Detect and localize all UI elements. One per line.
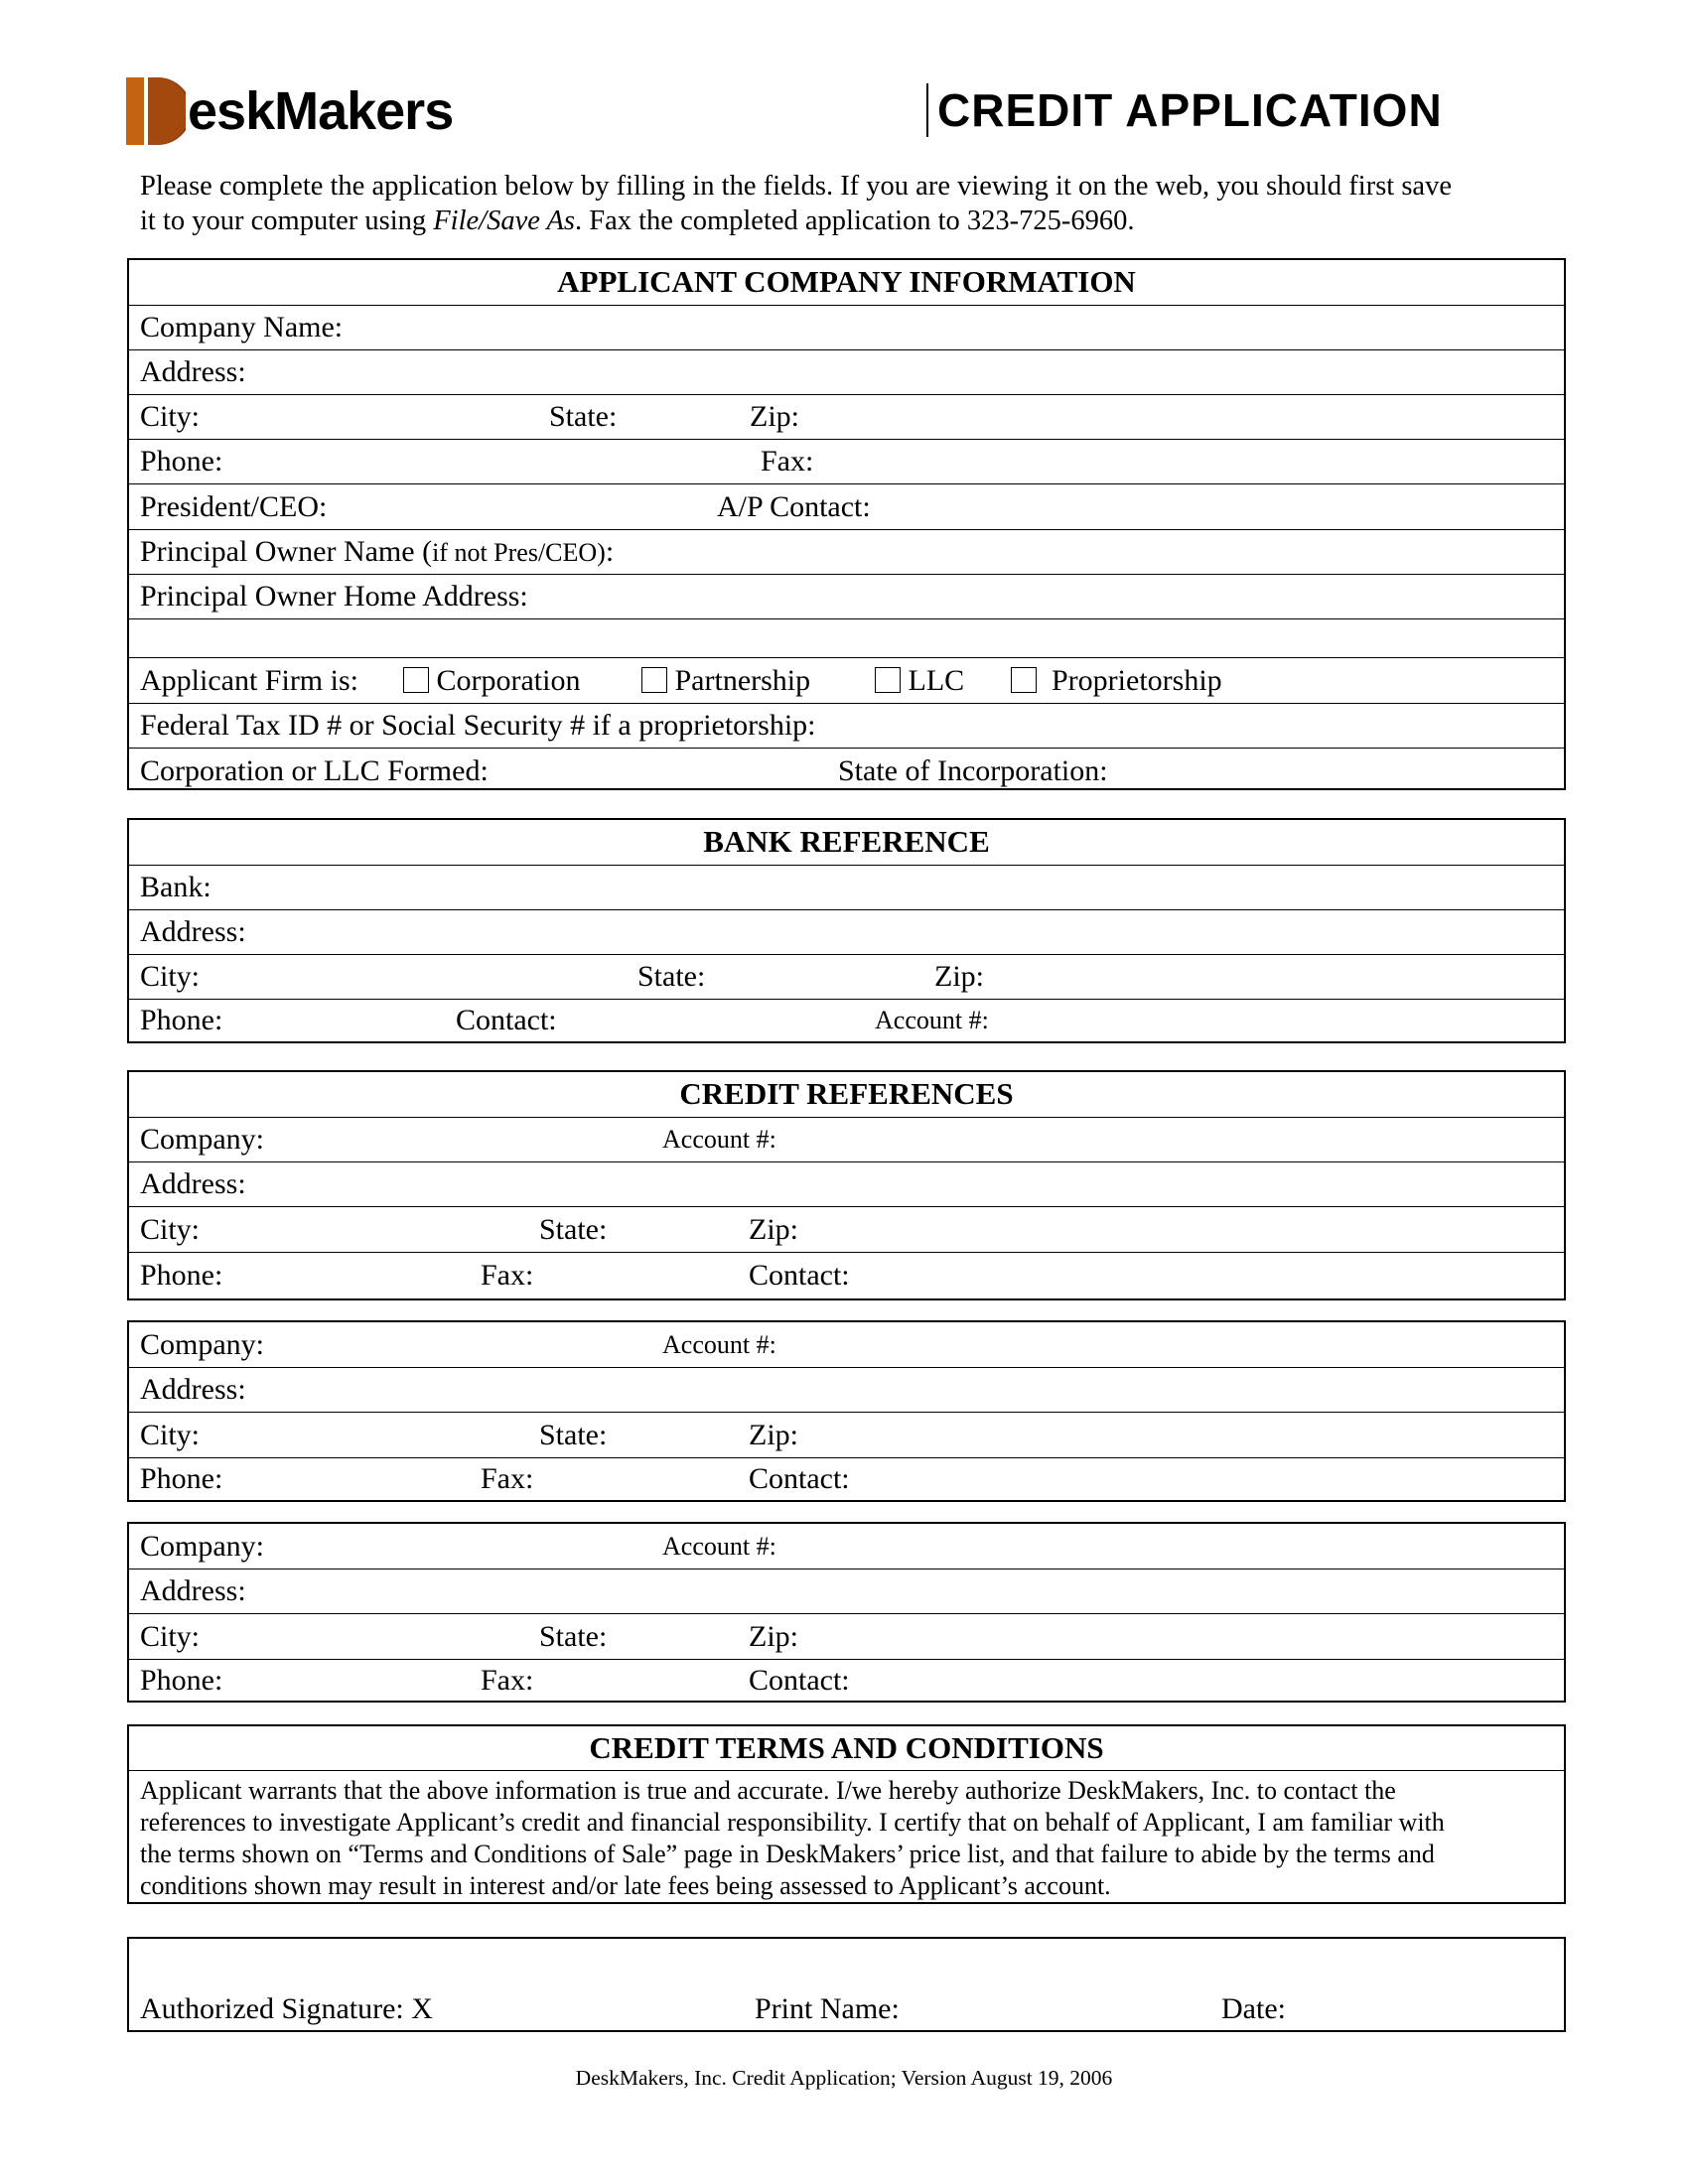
state-incorporation-label: State of Incorporation: [838, 753, 1108, 787]
logo-d-icon [126, 77, 186, 145]
llc-option[interactable] [875, 664, 964, 698]
bank-contact-label: Contact: [456, 1004, 557, 1036]
proprietorship-option[interactable] [1011, 664, 1222, 698]
footer-version: DeskMakers, Inc. Credit Application; Version August 19, 2006 [575, 2066, 1113, 2090]
credit3-state-label: State: [539, 1619, 608, 1653]
applicant-section [127, 258, 1566, 790]
authorized-signature-label: Authorized Signature: X [140, 1992, 433, 2025]
credit2-contact-label: Contact: [749, 1462, 850, 1495]
credit1-city-row[interactable] [129, 1206, 1564, 1252]
credit1-fax-label: Fax: [481, 1259, 534, 1292]
credit2-city-label: City: [140, 1418, 201, 1451]
partnership-label: Partnership [674, 663, 811, 697]
signature-section[interactable] [127, 1937, 1566, 2032]
credit3-company-row[interactable] [129, 1524, 1564, 1569]
terms-heading: CREDIT TERMS AND CONDITIONS [589, 1730, 1104, 1765]
intro-line-2 [140, 204, 1570, 238]
credit1-company-row[interactable] [129, 1117, 1564, 1161]
llc-label: LLC [908, 663, 965, 697]
intro-line-2-suffix: . Fax the completed application to 323-725-6960. [575, 205, 1135, 236]
credit1-zip-label: Zip: [749, 1212, 798, 1246]
partnership-checkbox[interactable] [641, 667, 667, 693]
company-name-row[interactable] [129, 305, 1564, 349]
credit2-fax-label: Fax: [481, 1462, 534, 1495]
bank-phone-label: Phone: [140, 1004, 223, 1036]
credit3-account-label: Account #: [662, 1531, 776, 1561]
ap-contact-label: A/P Contact: [717, 489, 871, 523]
terms-body [129, 1770, 1564, 1902]
credit3-city-label: City: [140, 1619, 201, 1653]
proprietorship-checkbox[interactable] [1011, 667, 1037, 693]
terms-line-2: references to investigate Applicant’s credit and financial responsibility. I certify that on behalf of Applicant, I am familiar with [140, 1808, 1445, 1837]
credit1-state-label: State: [539, 1212, 608, 1246]
principal-owner-row[interactable] [129, 529, 1564, 574]
bank-section [127, 818, 1566, 1043]
zip-label: Zip: [750, 400, 799, 433]
credit-reference-3 [127, 1522, 1566, 1703]
credit2-city-row[interactable] [129, 1412, 1564, 1457]
credit3-phone-label: Phone: [140, 1663, 223, 1697]
credit3-zip-label: Zip: [749, 1619, 798, 1653]
credit1-phone-row[interactable] [129, 1252, 1564, 1298]
principal-owner-label [140, 535, 614, 569]
llc-checkbox[interactable] [875, 667, 901, 693]
credit3-address-label: Address: [140, 1574, 246, 1607]
president-label: President/CEO: [140, 489, 328, 523]
tax-id-label: Federal Tax ID # or Social Security # if a proprietorship: [140, 709, 816, 742]
bank-address-label: Address: [140, 915, 246, 948]
credit2-company-label: Company: [140, 1327, 264, 1361]
proprietorship-label: Proprietorship [1052, 663, 1222, 697]
credit1-address-label: Address: [140, 1167, 246, 1200]
bank-zip-label: Zip: [934, 960, 984, 993]
formed-label: Corporation or LLC Formed: [140, 753, 489, 787]
president-row[interactable] [129, 483, 1564, 529]
bank-row[interactable] [129, 865, 1564, 909]
intro-text [140, 169, 1570, 238]
bank-label: Bank: [140, 871, 211, 903]
principal-owner-colon: : [605, 535, 615, 568]
bank-phone-row[interactable] [129, 999, 1564, 1041]
credit2-company-row[interactable] [129, 1322, 1564, 1367]
terms-section [127, 1724, 1566, 1904]
credit2-zip-label: Zip: [749, 1418, 798, 1451]
intro-line-1: Please complete the application below by filling in the fields. If you are viewing it on the web, you should first save [140, 171, 1452, 202]
credit-reference-1 [127, 1070, 1566, 1300]
firm-type-row [129, 657, 1564, 703]
state-label: State: [549, 400, 618, 433]
credit2-address-label: Address: [140, 1373, 246, 1406]
credit3-address-row[interactable] [129, 1569, 1564, 1613]
date-label: Date: [1221, 1992, 1286, 2025]
credit3-city-row[interactable] [129, 1613, 1564, 1659]
bank-state-label: State: [637, 960, 706, 993]
credit1-account-label: Account #: [662, 1125, 776, 1154]
terms-line-3: the terms shown on “Terms and Conditions of Sale” page in DeskMakers’ price list, and that failure to abide by the terms and [140, 1840, 1435, 1868]
city-label: City: [140, 400, 201, 433]
credit3-contact-label: Contact: [749, 1663, 850, 1697]
fax-label: Fax: [761, 445, 814, 478]
bank-account-label: Account #: [875, 1006, 989, 1034]
formed-row[interactable] [129, 748, 1564, 793]
corporation-checkbox[interactable] [403, 667, 429, 693]
principal-owner-note: if not Pres/CEO) [432, 538, 606, 567]
principal-home-row[interactable] [129, 574, 1564, 618]
principal-owner-text: Principal Owner Name ( [140, 535, 433, 568]
credit-heading: CREDIT REFERENCES [679, 1076, 1014, 1111]
phone-label: Phone: [140, 445, 223, 478]
credit3-company-label: Company: [140, 1529, 264, 1563]
city-state-zip-row[interactable] [129, 394, 1564, 439]
credit3-phone-row[interactable] [129, 1659, 1564, 1701]
credit2-phone-label: Phone: [140, 1462, 223, 1495]
partnership-option[interactable] [641, 664, 810, 698]
credit2-address-row[interactable] [129, 1367, 1564, 1412]
credit-reference-2 [127, 1320, 1566, 1502]
principal-home-label: Principal Owner Home Address: [140, 580, 528, 613]
company-name-label: Company Name: [140, 311, 344, 343]
terms-line-1: Applicant warrants that the above information is true and accurate. I/we hereby authorize DeskMakers, Inc. to contact the [140, 1776, 1396, 1805]
credit1-company-label: Company: [140, 1123, 264, 1156]
intro-file-save-as: File/Save As [433, 205, 575, 236]
bank-city-label: City: [140, 960, 201, 993]
credit1-city-label: City: [140, 1212, 201, 1246]
credit2-state-label: State: [539, 1418, 608, 1451]
firm-type-label: Applicant Firm is: [140, 663, 358, 697]
credit2-phone-row[interactable] [129, 1457, 1564, 1500]
intro-line-2-prefix: it to your computer using [140, 205, 434, 236]
bank-city-row[interactable] [129, 954, 1564, 999]
page-title: CREDIT APPLICATION [937, 84, 1443, 136]
tax-id-row[interactable] [129, 703, 1564, 748]
credit1-contact-label: Contact: [749, 1259, 850, 1292]
bank-address-row[interactable] [129, 909, 1564, 954]
phone-fax-row[interactable] [129, 439, 1564, 483]
corporation-option[interactable] [403, 664, 580, 698]
bank-heading: BANK REFERENCE [703, 824, 990, 859]
deskmakers-logo [126, 77, 513, 145]
credit1-address-row[interactable] [129, 1161, 1564, 1206]
address-label: Address: [140, 355, 246, 388]
credit2-account-label: Account #: [662, 1329, 776, 1359]
print-name-label: Print Name: [755, 1992, 900, 2025]
corporation-label: Corporation [436, 663, 581, 697]
logo-text: eskMakers [188, 81, 454, 141]
applicant-heading: APPLICANT COMPANY INFORMATION [557, 264, 1136, 299]
address-row[interactable] [129, 349, 1564, 394]
title-divider [926, 83, 928, 137]
credit3-fax-label: Fax: [481, 1663, 534, 1697]
principal-home-row-2[interactable] [129, 618, 1564, 657]
terms-line-4: conditions shown may result in interest and/or late fees being assessed to Applicant’s account. [140, 1871, 1111, 1900]
credit1-phone-label: Phone: [140, 1259, 223, 1292]
